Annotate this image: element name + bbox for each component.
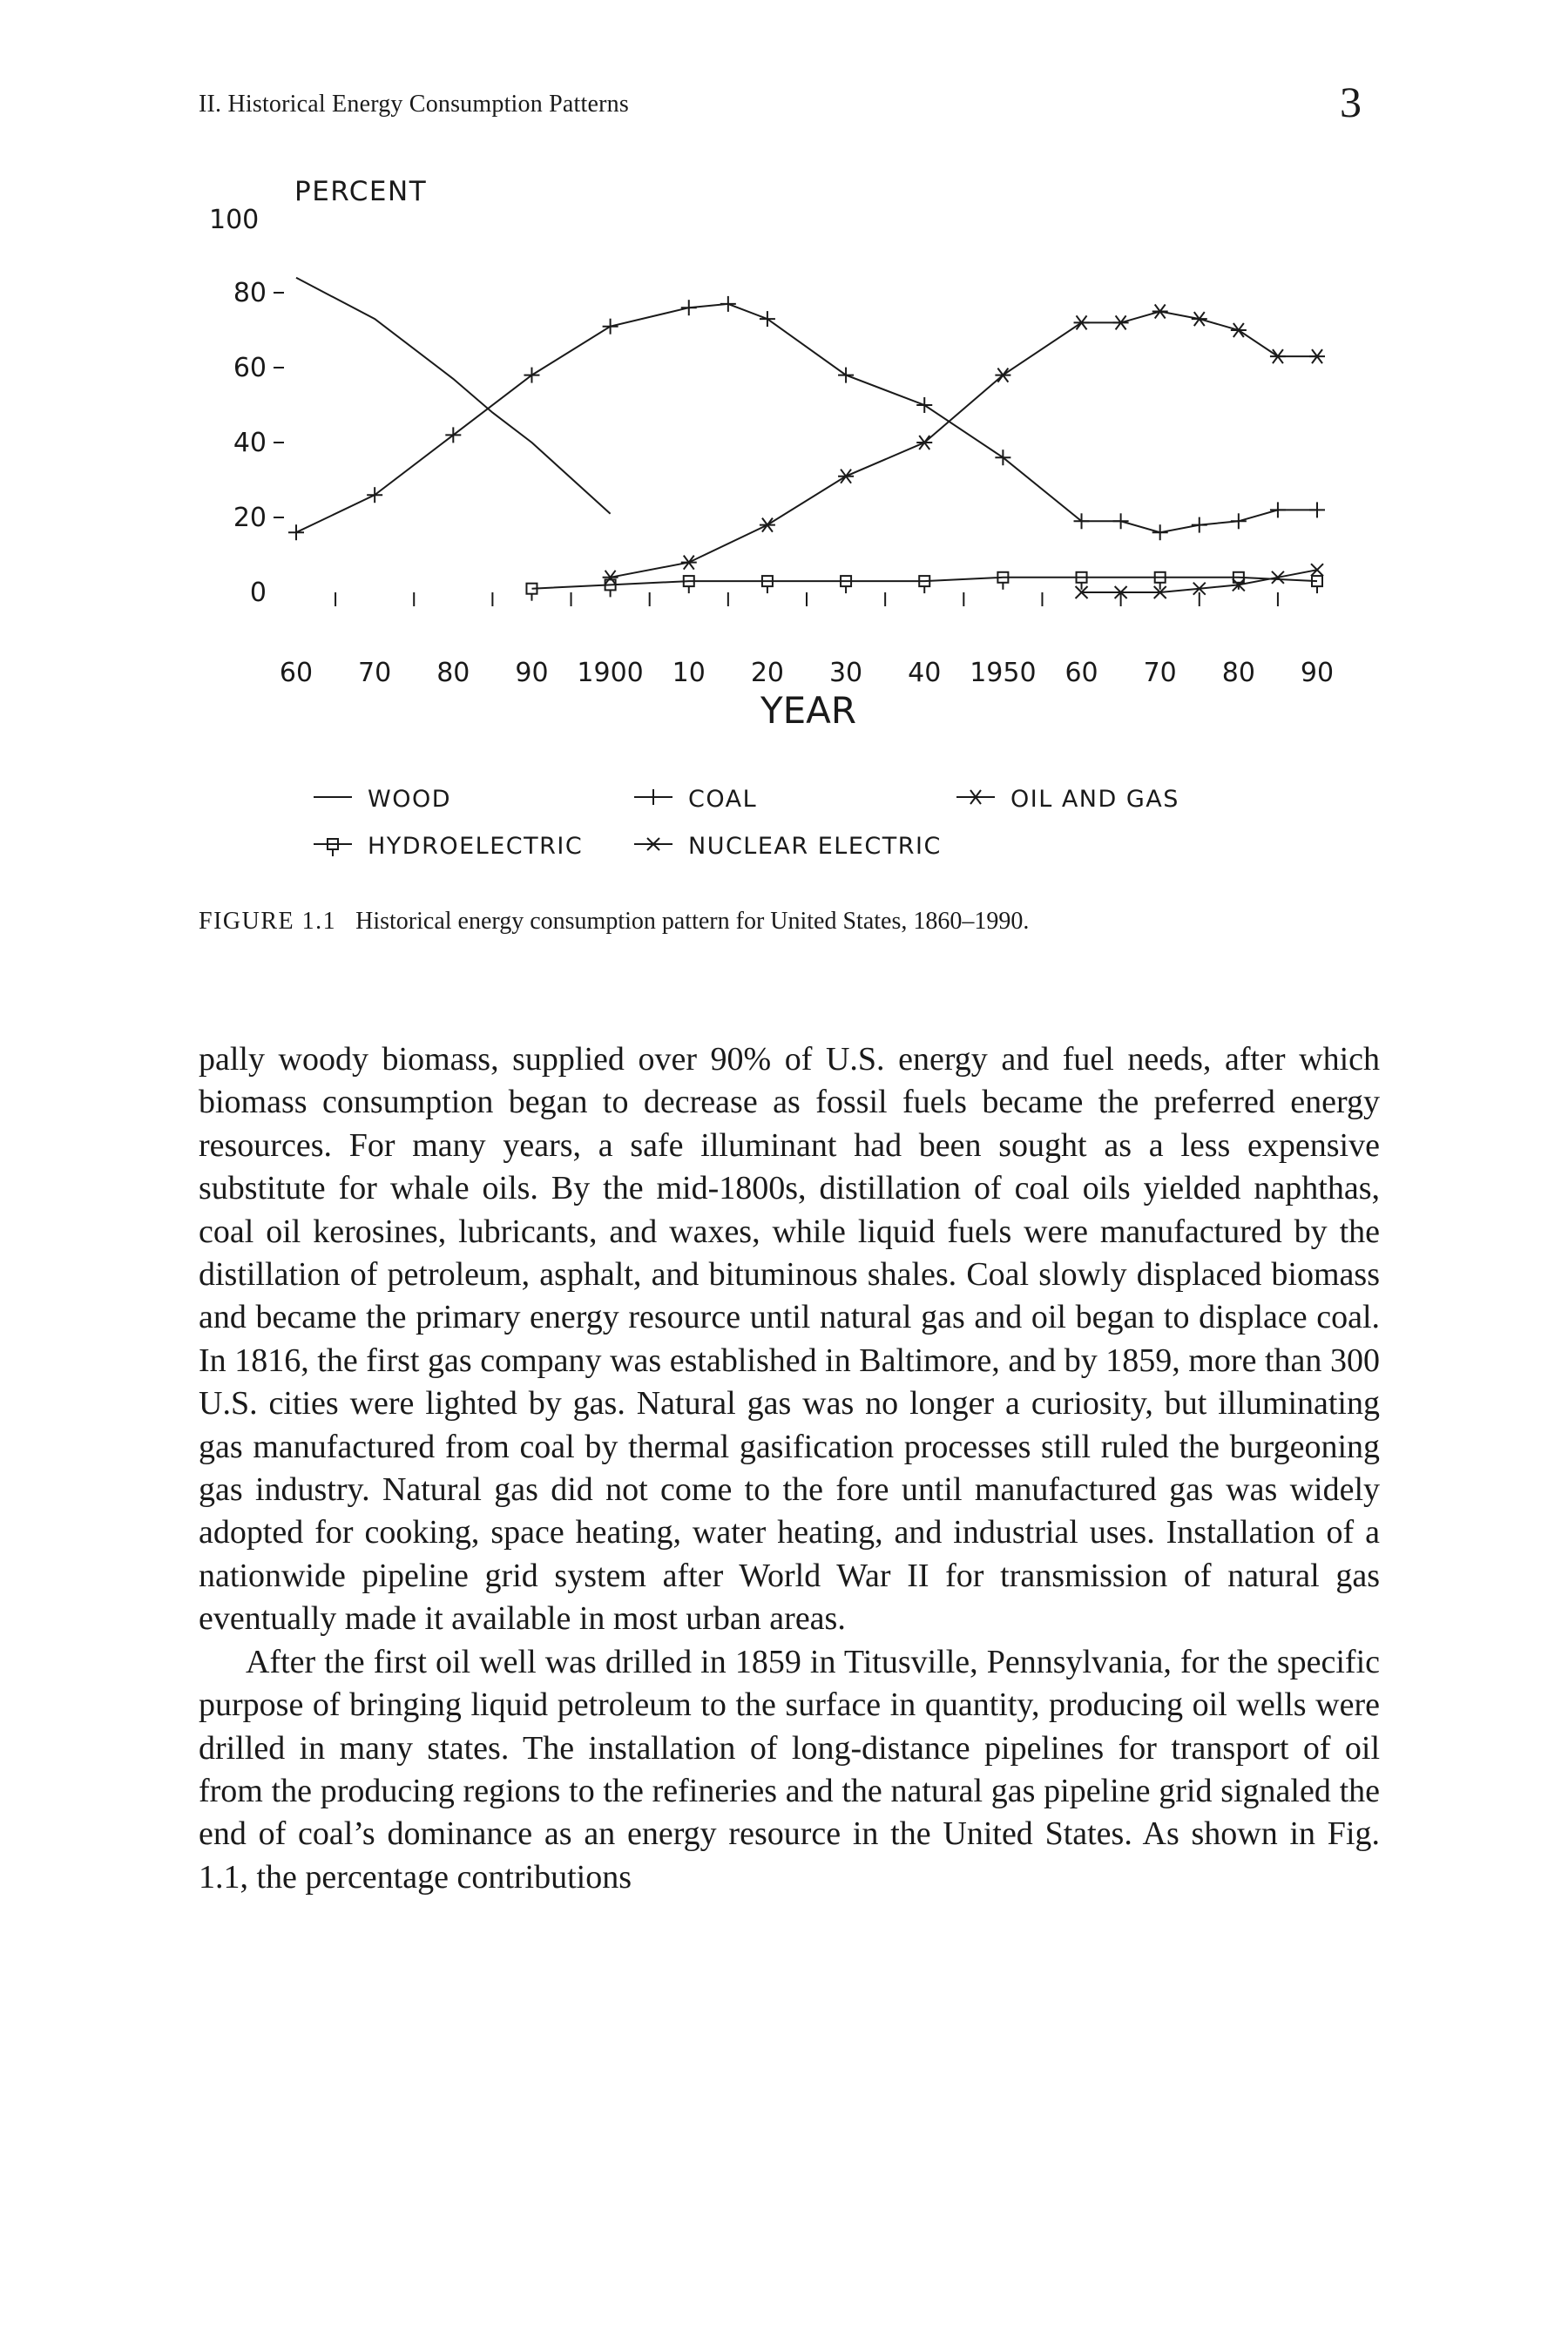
- data-point-coal: [1231, 513, 1247, 529]
- series-line-wood: [296, 278, 611, 514]
- x-tick-label: 70: [358, 658, 392, 688]
- data-point-coal: [1152, 524, 1168, 540]
- data-point-hydroelectric: [1077, 572, 1087, 590]
- figure-caption-text: Historical energy consumption pattern for United States, 1860–1990.: [355, 908, 1030, 935]
- data-point-coal: [367, 487, 382, 503]
- body-text: [199, 1038, 1380, 1899]
- legend-label-oil-and-gas: OIL AND GAS: [1010, 786, 1179, 813]
- page-number: 3: [1340, 78, 1362, 126]
- data-point-oil-and-gas: [1231, 323, 1247, 337]
- legend-marker-coal: [645, 789, 661, 805]
- x-tick-label: 1950: [970, 658, 1037, 688]
- y-tick-label: 80: [233, 278, 267, 308]
- x-tick-label: 90: [515, 658, 549, 688]
- x-tick-label: 40: [908, 658, 942, 688]
- data-point-coal: [1113, 513, 1129, 529]
- data-point-coal: [720, 296, 736, 312]
- y-tick-label: 60: [233, 353, 267, 383]
- x-tick-label: 70: [1143, 658, 1177, 688]
- y-tick-label: 20: [233, 503, 267, 533]
- data-point-coal: [681, 300, 697, 315]
- data-point-coal: [288, 524, 304, 540]
- data-point-coal: [524, 368, 539, 383]
- y-axis-label: PERCENT: [294, 176, 428, 207]
- data-point-coal: [1309, 502, 1325, 517]
- data-point-hydroelectric: [997, 572, 1008, 590]
- data-point-hydroelectric: [684, 576, 694, 593]
- x-tick-label: 80: [436, 658, 470, 688]
- legend-label-wood: WOOD: [368, 786, 451, 813]
- data-point-hydroelectric: [1155, 572, 1166, 590]
- legend-label-hydroelectric: HYDROELECTRIC: [368, 833, 584, 860]
- y-tick-label: 0: [249, 578, 267, 608]
- series-line-oil-and-gas: [611, 312, 1317, 578]
- data-point-hydroelectric: [919, 576, 929, 593]
- data-point-oil-and-gas: [1074, 315, 1090, 329]
- data-point-coal: [1270, 502, 1286, 517]
- data-point-oil-and-gas: [838, 470, 854, 483]
- energy-consumption-chart: [0, 0, 1568, 906]
- data-point-hydroelectric: [526, 584, 537, 601]
- figure-caption: [199, 908, 1029, 936]
- x-tick-label: 20: [750, 658, 785, 688]
- paragraph: After the first oil well was drilled in 1859 in Titusville, Pennsylvania, for the specific purpose of bringing liquid petroleum to the surface in quantity, producing oil wells were drilled in many states. The installation of long-distance pipelines for transport of oil from the producing regions to the refineries and the natural gas pipeline grid signaled the end of coal’s dominance as an energy resource in the United States. As shown in Fig. 1.1, the percentage contributions: [199, 1643, 1380, 1896]
- x-tick-label: 80: [1221, 658, 1255, 688]
- data-point-hydroelectric: [1312, 576, 1322, 593]
- data-point-coal: [760, 311, 775, 327]
- x-tick-label: 60: [279, 658, 314, 688]
- data-point-coal: [603, 319, 618, 335]
- legend-label-nuclear-electric: NUCLEAR ELECTRIC: [688, 833, 942, 860]
- data-point-coal: [916, 397, 932, 413]
- data-point-hydroelectric: [841, 576, 851, 593]
- data-point-coal: [1192, 517, 1207, 533]
- figure-caption-label: FIGURE 1.1: [199, 908, 337, 935]
- running-title: II. Historical Energy Consumption Patterns: [199, 91, 629, 118]
- paragraph: pally woody biomass, supplied over 90% of U.S. energy and fuel needs, after which biomass consumption began to decrease as fossil fuels became the preferred energy resources. For many years, a safe illuminant had been sought as a less expensive substitute for whale oils. By the mid-1800s, distillation of coal oils yielded naphthas, coal oil kerosines, lubricants, and waxes, while liquid fuels were manufactured by the distillation of petroleum, asphalt, and bituminous shales. Coal slowly displaced biomass and became the primary energy resource until natural gas and oil began to displace coal. In 1816, the first gas company was established in Baltimore, and by 1859, more than 300 U.S. cities were lighted by gas. Natural gas was no longer a curiosity, but illuminating gas manufactured from coal by thermal gasification processes still ruled the burgeoning gas industry. Natural gas did not come to the fore until manufactured gas was widely adopted for cooking, space heating, water heating, and industrial uses. Installation of a nationwide pipeline grid system after World War II for transmission of natural gas eventually made it available in most urban areas.: [199, 1041, 1380, 1638]
- x-tick-label: 1900: [577, 658, 644, 688]
- data-point-oil-and-gas: [1309, 349, 1325, 363]
- y-tick-label: 100: [209, 205, 260, 235]
- legend-label-coal: COAL: [688, 786, 758, 813]
- legend-marker-hydroelectric: [328, 839, 338, 856]
- data-point-oil-and-gas: [1152, 305, 1168, 319]
- x-tick-label: 90: [1300, 658, 1335, 688]
- x-tick-label: 10: [672, 658, 706, 688]
- legend-marker-oil-and-gas: [968, 790, 983, 804]
- data-point-coal: [445, 427, 461, 443]
- series-line-coal: [296, 304, 1317, 532]
- data-point-oil-and-gas: [1192, 312, 1207, 326]
- data-point-oil-and-gas: [760, 518, 775, 532]
- x-tick-label: 60: [1064, 658, 1098, 688]
- data-point-oil-and-gas: [681, 556, 697, 570]
- y-tick-label: 40: [233, 428, 267, 458]
- x-tick-label: 30: [828, 658, 863, 688]
- data-point-oil-and-gas: [1270, 349, 1286, 363]
- data-point-oil-and-gas: [1113, 315, 1129, 329]
- data-point-hydroelectric: [762, 576, 773, 593]
- x-axis-label: YEAR: [760, 689, 857, 732]
- data-point-coal: [838, 368, 854, 383]
